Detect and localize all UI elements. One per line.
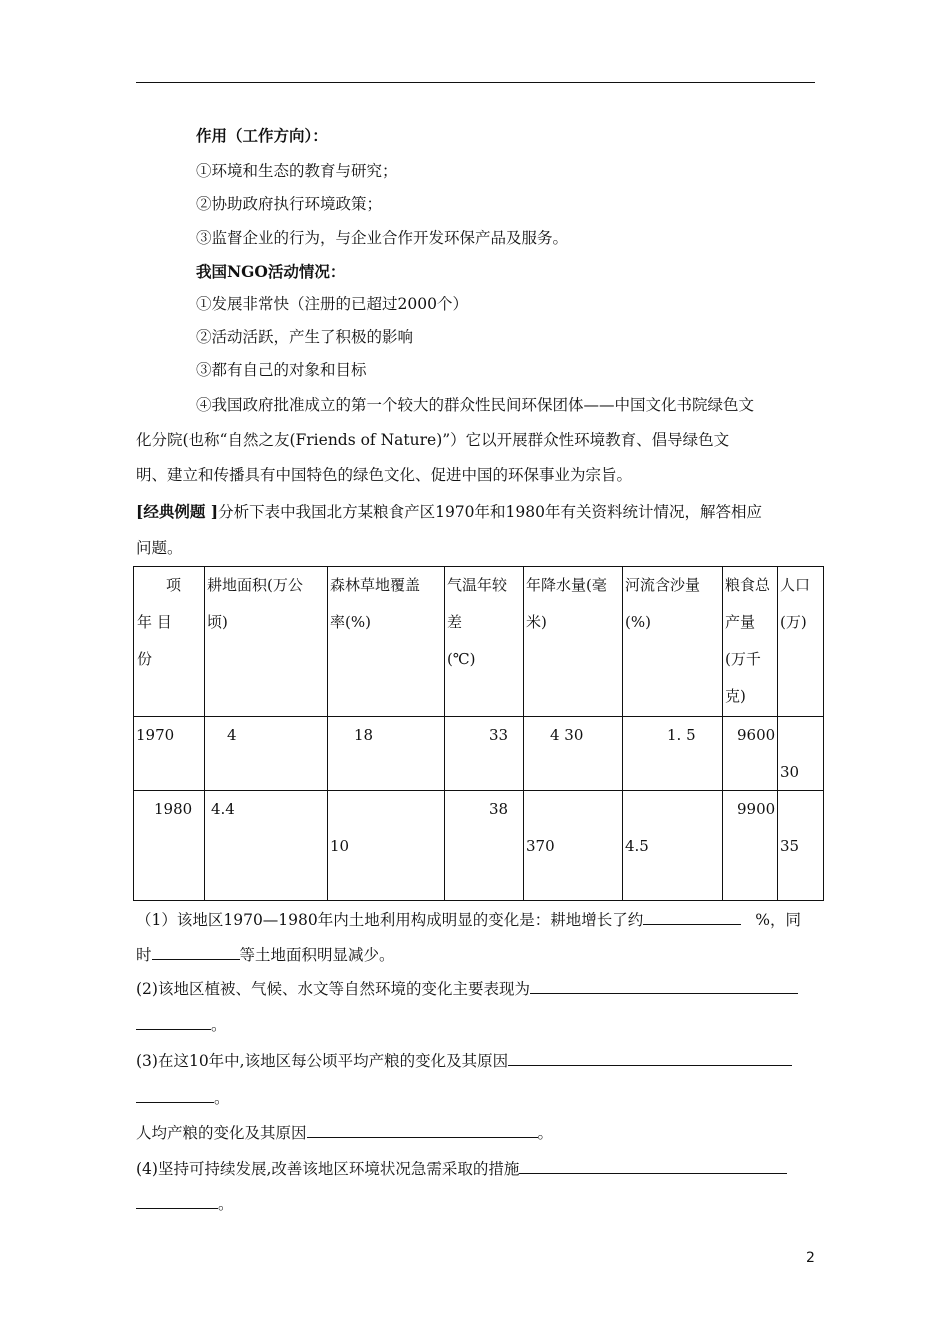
cell-temp-text: 38 [489, 800, 509, 818]
answer-blank-2[interactable] [152, 943, 240, 960]
cell-year [134, 791, 205, 901]
cell-pop [778, 791, 824, 901]
cell-grain-text: 9900 [737, 800, 776, 818]
question-3b-end: 。 [537, 1124, 554, 1142]
question-2-text: (2)该地区植被、气候、水文等自然环境的变化主要表现为 [136, 980, 530, 998]
header-pop [778, 567, 824, 717]
header-silt-line2: (%) [625, 613, 651, 631]
table-row [134, 791, 824, 901]
table-header-row [134, 567, 824, 717]
question-4-line-1 [136, 1157, 787, 1179]
cell-rain-text: 370 [526, 837, 555, 855]
ngo-para-line-2: 化分院(也称“自然之友(Friends of Nature)”）它以开展群众性环境教育、倡导绿色文 [136, 431, 730, 449]
header-corner-line2: 年 目 [137, 613, 172, 631]
role-heading: 作用（工作方向）： [196, 126, 328, 145]
question-3-end: 。 [214, 1089, 230, 1107]
example-intro-text: 分析下表中我国北方某粮食产区1970年和1980年有关资料统计情况，解答相应 [218, 503, 762, 521]
ngo-item-2: ②活动活跃，产生了积极的影响 [196, 328, 414, 346]
ngo-para-line-1: ④我国政府批准成立的第一个较大的群众性民间环保团体——中国文化书院绿色文 [196, 396, 755, 414]
header-rain-line1: 年降水量(毫 [526, 576, 607, 594]
header-rain-line2: 米) [526, 613, 547, 631]
cell-temp [445, 717, 524, 791]
header-grain-line2: 产量 [725, 613, 756, 631]
header-pop-line2: (万) [780, 613, 807, 631]
question-3b-text: 人均产粮的变化及其原因 [136, 1124, 307, 1142]
header-farmland-line2: 顷) [207, 613, 228, 631]
header-grain-line3: (万千 [725, 650, 761, 668]
question-1-end: 等土地面积明显减少。 [239, 946, 395, 964]
example-tag: [经典例题 ] [136, 502, 219, 521]
answer-blank-8[interactable] [519, 1157, 787, 1174]
cell-silt-text: 1. 5 [667, 726, 696, 744]
question-2-line-1 [136, 977, 798, 999]
cell-pop [778, 717, 824, 791]
answer-blank-9[interactable] [136, 1192, 218, 1209]
header-silt-line1: 河流含沙量 [625, 576, 701, 594]
ngo-item-3: ③都有自己的对象和目标 [196, 361, 367, 379]
cell-farmland [205, 717, 328, 791]
answer-blank-5[interactable] [508, 1049, 792, 1066]
cell-year-text: 1970 [136, 726, 175, 744]
example-intro [136, 502, 762, 522]
header-farmland [205, 567, 328, 717]
header-rain [524, 567, 623, 717]
question-1-line-2 [136, 943, 395, 965]
role-item-1: ①环境和生态的教育与研究； [196, 162, 398, 180]
header-pop-line1: 人口 [780, 576, 811, 594]
page-number: 2 [806, 1250, 815, 1266]
question-1-line-1 [136, 908, 801, 930]
header-grain [723, 567, 778, 717]
cell-silt [623, 717, 723, 791]
statistics-table [133, 566, 824, 901]
cell-pop-text: 35 [780, 837, 800, 855]
question-2-line-2 [136, 1013, 227, 1035]
cell-forest [328, 717, 445, 791]
header-temp-line3: (℃) [447, 650, 476, 668]
cell-rain [524, 791, 623, 901]
question-3-line-2 [136, 1086, 230, 1108]
cell-grain [723, 791, 778, 901]
question-3-line-1 [136, 1049, 792, 1071]
ngo-para-line-3: 明、建立和传播具有中国特色的绿色文化、促进中国的环保事业为宗旨。 [136, 466, 633, 484]
cell-year [134, 717, 205, 791]
table-row [134, 717, 824, 791]
header-temp-line1: 气温年较 [447, 576, 508, 594]
header-forest-line2: 率(%) [330, 613, 371, 631]
cell-silt [623, 791, 723, 901]
cell-rain-text: 4 30 [550, 726, 584, 744]
question-3b-line [136, 1121, 553, 1143]
header-rule [136, 82, 815, 83]
role-item-2: ②协助政府执行环境政策； [196, 195, 383, 213]
question-2-end: 。 [211, 1016, 227, 1034]
cell-silt-text: 4.5 [625, 837, 649, 855]
role-item-3: ③监督企业的行为，与企业合作开发环保产品及服务。 [196, 229, 569, 247]
question-4-end: 。 [218, 1195, 234, 1213]
question-1-prefix: 时 [136, 946, 152, 964]
ngo-item-1: ①发展非常快（注册的已超过2000个） [196, 295, 468, 313]
header-grain-line4: 克) [725, 687, 746, 705]
question-4-line-2 [136, 1192, 234, 1214]
header-farmland-line1: 耕地面积(万公 [207, 576, 303, 594]
header-forest-line1: 森林草地覆盖 [330, 576, 421, 594]
answer-blank-4[interactable] [136, 1013, 211, 1030]
cell-forest-text: 18 [354, 726, 374, 744]
header-corner-line1: 项 [166, 576, 182, 594]
answer-blank-7[interactable] [307, 1121, 538, 1138]
header-silt [623, 567, 723, 717]
cell-temp [445, 791, 524, 901]
answer-blank-6[interactable] [136, 1086, 214, 1103]
header-temp [445, 567, 524, 717]
cell-year-text: 1980 [154, 800, 193, 818]
cell-pop-text: 30 [780, 763, 800, 781]
header-forest [328, 567, 445, 717]
answer-blank-1[interactable] [643, 908, 741, 925]
question-1-text: （1）该地区1970—1980年内土地利用构成明显的变化是：耕地增长了约 [136, 911, 644, 929]
answer-blank-3[interactable] [530, 977, 798, 994]
cell-forest [328, 791, 445, 901]
cell-farmland-text: 4.4 [211, 800, 235, 818]
header-corner-line3: 份 [137, 650, 153, 668]
cell-grain-text: 9600 [737, 726, 776, 744]
ngo-heading: 我国NGO活动情况： [196, 262, 346, 281]
cell-rain [524, 717, 623, 791]
question-4-text: (4)坚持可持续发展,改善该地区环境状况急需采取的措施 [136, 1160, 520, 1178]
cell-forest-text: 10 [330, 837, 350, 855]
cell-grain [723, 717, 778, 791]
header-temp-line2: 差 [447, 613, 463, 631]
question-3-text: (3)在这10年中,该地区每公顷平均产粮的变化及其原因 [136, 1052, 509, 1070]
header-grain-line1: 粮食总 [725, 576, 771, 594]
cell-temp-text: 33 [489, 726, 509, 744]
cell-farmland-text: 4 [227, 726, 237, 744]
header-corner-cell [134, 567, 205, 717]
cell-farmland [205, 791, 328, 901]
example-intro-2: 问题。 [136, 539, 183, 557]
question-1-suffix: %，同 [755, 911, 801, 929]
